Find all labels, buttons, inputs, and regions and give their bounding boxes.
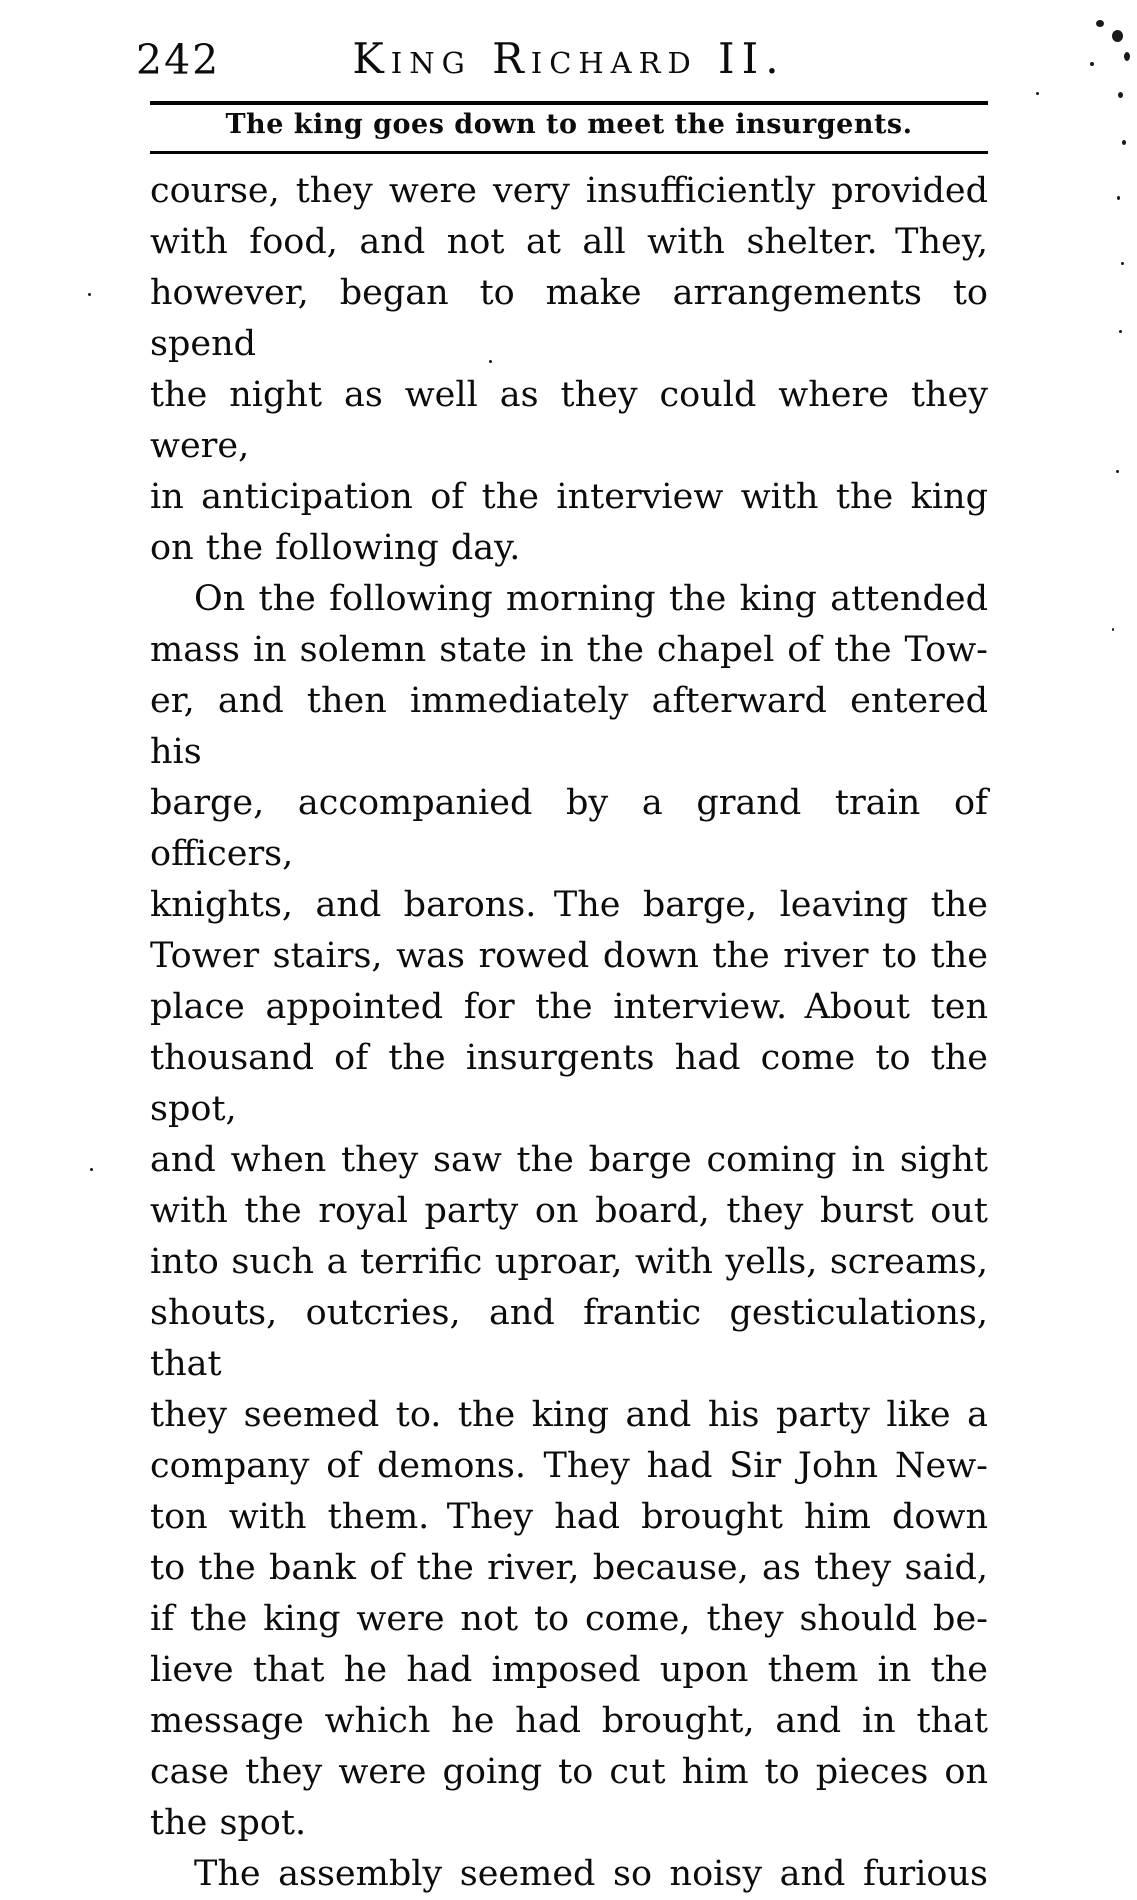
text-line: if the king were not to come, they should be- xyxy=(150,1599,988,1639)
scan-speckle xyxy=(489,360,492,363)
text-line: to the bank of the river, because, as they said, xyxy=(150,1548,988,1588)
scan-speckle xyxy=(1117,196,1120,200)
text-line: the spot. xyxy=(150,1803,307,1843)
text-line: place appointed for the interview. About ten xyxy=(150,987,988,1027)
text-line: however, began to make arrangements to spend xyxy=(150,273,988,364)
page-body xyxy=(150,166,988,1900)
scan-speckle xyxy=(1119,330,1122,333)
page-number: 242 xyxy=(136,36,221,84)
text-line: The assembly seemed so noisy and furious xyxy=(194,1854,988,1894)
text-line: lieve that he had imposed upon them in the xyxy=(150,1650,988,1690)
text-line: on the following day. xyxy=(150,528,521,568)
scan-speckle xyxy=(88,293,91,296)
text-line: knights, and barons. The barge, leaving the xyxy=(150,885,988,925)
text-line: course, they were very insufficiently provided xyxy=(150,171,988,211)
text-line: barge, accompanied by a grand train of officers, xyxy=(150,783,988,874)
scan-speckle xyxy=(1036,92,1039,95)
scan-speckle xyxy=(90,1168,93,1171)
text-line: company of demons. They had Sir John New- xyxy=(150,1446,988,1486)
text-line: they seemed to. the king and his party like a xyxy=(150,1395,988,1435)
running-head: The king goes down to meet the insurgents. xyxy=(225,109,913,140)
page-title: King Richard II. xyxy=(352,34,786,83)
scan-speckle xyxy=(1122,140,1126,145)
text-line: with the royal party on board, they burst out xyxy=(150,1191,988,1231)
scan-speckle xyxy=(1112,30,1123,42)
text-line: and when they saw the barge coming in sight xyxy=(150,1140,988,1180)
text-line: into such a terrific uproar, with yells, screams, xyxy=(150,1242,988,1282)
scan-speckle xyxy=(1118,92,1123,98)
page-header xyxy=(136,34,988,94)
text-line: shouts, outcries, and frantic gesticulations, that xyxy=(150,1293,988,1384)
text-line: in anticipation of the interview with the king xyxy=(150,477,988,517)
text-line: On the following morning the king attended xyxy=(194,579,988,619)
text-line: message which he had brought, and in that xyxy=(150,1701,988,1741)
scan-speckle xyxy=(1116,470,1119,473)
text-line: the night as well as they could where they were, xyxy=(150,375,988,466)
text-line: with food, and not at all with shelter. They, xyxy=(150,222,988,262)
scan-speckle xyxy=(1096,20,1104,27)
text-line: case they were going to cut him to pieces on xyxy=(150,1752,988,1792)
text-line: ton with them. They had brought him down xyxy=(150,1497,988,1537)
scan-speckle xyxy=(1112,628,1114,631)
scan-speckle xyxy=(1124,52,1130,61)
text-line: Tower stairs, was rowed down the river to the xyxy=(150,936,988,976)
text-line: thousand of the insurgents had come to the spot, xyxy=(150,1038,988,1129)
header-rule-top xyxy=(150,101,988,105)
header-rule-bottom xyxy=(150,151,988,154)
text-line: er, and then immediately afterward entered his xyxy=(150,681,988,772)
text-line: mass in solemn state in the chapel of the Tow- xyxy=(150,630,988,670)
scan-speckle xyxy=(1121,262,1124,265)
scan-speckle xyxy=(1090,62,1094,66)
